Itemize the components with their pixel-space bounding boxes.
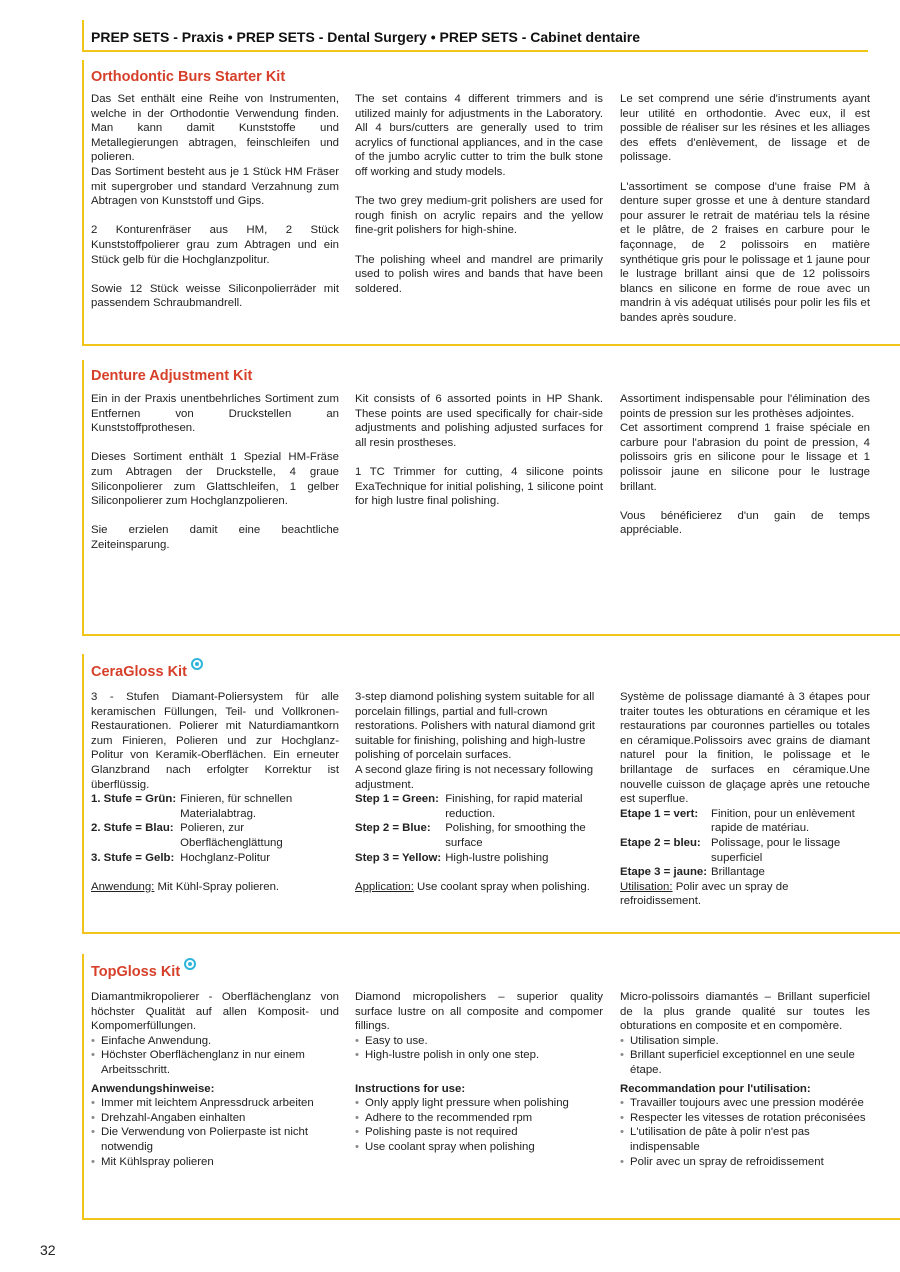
column-french (620, 690, 870, 909)
section-title-text: CeraGloss Kit (91, 664, 187, 680)
bullet-list (620, 1034, 870, 1078)
list-item: • Travailler toujours avec une pression modérée (620, 1096, 870, 1111)
bullet-list (355, 1096, 603, 1154)
paragraph: The two grey medium-grit polishers are used for rough finish on acrylic repairs and the yellow fine-grit polishers for high-shine. (355, 195, 603, 237)
list-item: • Einfache Anwendung. (91, 1034, 339, 1049)
section-title-text: TopGloss Kit (91, 964, 181, 980)
paragraph: 3 - Stufen Diamant-Poliersystem für alle keramischen Füllungen, Teil- und Vollkronen-Restaurationen. Polierer mit Naturdiamantkorn zum Finieren, Polieren und zur Hochglanz-Politur von Keramik-Oberflächen. Ein erneuter Glanzbrand nach erfolgter Korrektur ist überflüssig. (91, 691, 339, 791)
steps-table (91, 792, 339, 865)
list-item: • L'utilisation de pâte à polir n'est pas indispensable (620, 1125, 870, 1154)
bullet-list (620, 1096, 870, 1169)
paragraph: Diamond micropolishers – superior quality surface lustre on all composite and compomer fillings. (355, 991, 603, 1033)
paragraph: Kit consists of 6 assorted points in HP Shank. These points are used specifically for chair-side adjustments and polishing adjusted surfaces for all resin prostheses. (355, 393, 603, 449)
step-text: Polishing, for smoothing the surface (445, 822, 586, 849)
bullet-list (355, 1034, 603, 1063)
list-item: • Use coolant spray when polishing (355, 1140, 603, 1155)
column-german (91, 990, 339, 1169)
paragraph: Das Set enthält eine Reihe von Instrumenten, welche in der Orthodontie Verwendung finden. Man kann damit Kunststoffe und Metallegierungen abtragen, feinschleifen und polieren. (91, 93, 339, 164)
step-text: Brillantage (711, 866, 765, 879)
usage-label: Anwendung: (91, 880, 155, 893)
step-label: Step 1 = Green: (355, 793, 439, 806)
column-german (91, 392, 339, 553)
instructions-heading: Recommandation pour l'utilisation: (620, 1082, 811, 1095)
blue-badge-icon (184, 958, 196, 970)
list-item: • Die Verwendung von Polierpaste ist nicht notwendig (91, 1125, 339, 1154)
step-label: 3. Stufe = Gelb: (91, 851, 175, 864)
column-english (355, 392, 603, 509)
step-text: Finishing, for rapid material reduction. (445, 793, 583, 820)
section-ceragloss-kit (82, 654, 900, 934)
step-row (91, 792, 339, 821)
step-label: Step 3 = Yellow: (355, 851, 442, 864)
column-german (91, 92, 339, 311)
paragraph: 1 TC Trimmer for cutting, 4 silicone points ExaTechnique for initial polishing, 1 silicone point for high lustre final polishing. (355, 465, 603, 508)
list-item: • Polishing paste is not required (355, 1125, 603, 1140)
section-topgloss-kit (82, 954, 900, 1220)
list-item: • Adhere to the recommended rpm (355, 1111, 603, 1126)
list-item: • Respecter les vitesses de rotation préconisées (620, 1111, 870, 1126)
paragraph: Diamantmikropolierer - Oberflächenglanz von höchster Qualität auf allen Komposit- und Kompomerfüllungen. (91, 991, 339, 1033)
paragraph: Sowie 12 Stück weisse Siliconpolierräder mit passendem Schraubmandrell. (91, 282, 339, 310)
column-english (355, 990, 603, 1155)
paragraph: Ein in der Praxis unentbehrliches Sortiment zum Entfernen von Druckstellen an Kunststoffprothesen. (91, 393, 339, 435)
usage-text: Polir avec un spray de refroidissement. (620, 880, 789, 908)
column-french (620, 92, 870, 326)
step-row (620, 865, 870, 880)
column-english (355, 690, 603, 894)
bullet-list (91, 1096, 339, 1169)
usage-note (620, 880, 870, 909)
page-header-title: PREP SETS - Praxis • PREP SETS - Dental Surgery • PREP SETS - Cabinet dentaire (91, 29, 640, 45)
list-item: • Drehzahl-Angaben einhalten (91, 1111, 339, 1126)
paragraph: A second glaze firing is not necessary following adjustment. (355, 763, 594, 791)
usage-note (91, 880, 339, 895)
section-title (91, 664, 203, 680)
blue-badge-icon (191, 658, 203, 670)
step-text: High-lustre polishing (445, 851, 549, 864)
section-title-text: Orthodontic Burs Starter Kit (91, 69, 286, 85)
paragraph: Assortiment indispensable pour l'élimination des points de pression sur les prothèses adjointes. (620, 393, 870, 420)
usage-label: Utilisation: (620, 880, 673, 893)
step-label: Step 2 = Blue: (355, 822, 431, 835)
paragraph: Sie erzielen damit eine beachtliche Zeiteinsparung. (91, 524, 339, 551)
paragraph: 2 Konturenfräser aus HM, 2 Stück Kunststoffpolierer grau zum Abtragen und ein Stück gelb für die Hochglanzpolitur. (91, 224, 339, 266)
step-row (620, 836, 870, 865)
paragraph: 3-step diamond polishing system suitable for all porcelain fillings, partial and full-crown restorations. Polishers with natural diamond grit suitable for finishing, polishing and high-lustre polishing of porcelain surfaces. (355, 691, 595, 762)
list-item: • Easy to use. (355, 1034, 603, 1049)
step-text: Polissage, pour le lissage superficiel (711, 836, 841, 864)
paragraph: The polishing wheel and mandrel are primarily used to polish wires and bands that have been soldered. (355, 253, 603, 295)
step-row (620, 807, 870, 836)
paragraph: The set contains 4 different trimmers and is utilized mainly for adjustments in the Laboratory. All 4 burs/cutters are generally used to trim acrylics of functional appliances, and in the case of the jumbo acrylic cutter to trim the bulk stone off working and study models. (355, 93, 603, 178)
section-title (91, 964, 196, 980)
list-item: • High-lustre polish in only one step. (355, 1048, 603, 1063)
paragraph: Vous bénéficierez d'un gain de temps appréciable. (620, 509, 870, 537)
step-text: Finieren, für schnellen Materialabtrag. (180, 793, 293, 820)
section-title-text: Denture Adjustment Kit (91, 368, 253, 384)
paragraph: Système de polissage diamanté à 3 étapes pour traiter toutes les obturations en céramique et les restaurations par couronnes partielles ou totales en céramique.Polissoirs avec grains de diamant naturel pour la finition, le polissage et le brillantage de surfaces en céramique.Une nouvelle cuisson de glaçage après une retouche est superflue. (620, 691, 870, 806)
list-item: • Immer mit leichtem Anpressdruck arbeiten (91, 1096, 339, 1111)
step-label: Etape 3 = jaune: (620, 866, 708, 879)
usage-label: Application: (355, 880, 414, 893)
column-french (620, 392, 870, 538)
steps-table (355, 792, 603, 865)
step-row (355, 792, 603, 821)
paragraph: Le set comprend une série d'instruments ayant leur utilité en orthodontie. Avec eux, il est possible de réaliser sur les résines et les alliages des effets d'enlèvement, de lissage et de polissage. (620, 93, 870, 164)
paragraph: L'assortiment se compose d'une fraise PM à denture super grosse et une à denture standard pour assurer le retrait de matériau tels la résine et le plâtre, de 2 fraises en carbure pour le façonnage, de 2 polissoirs en matière synthétique gris pour le polissage et 1 jaune pour le lustrage brillant ainsi que de 12 polissoirs blancs en silicone en forme de roue avec un mandrin à vis adéquat utilisés pour polir les fils et bandes après soudure. (620, 180, 870, 324)
step-label: 1. Stufe = Grün: (91, 793, 177, 806)
list-item: • Only apply light pressure when polishing (355, 1096, 603, 1111)
usage-note (355, 880, 603, 895)
step-text: Finition, pour un enlèvement rapide de matériau. (711, 807, 855, 835)
section-denture-adjustment-kit (82, 360, 900, 636)
list-item: • Höchster Oberflächenglanz in nur einem Arbeitsschritt. (91, 1048, 339, 1077)
column-english (355, 92, 603, 296)
list-item: • Utilisation simple. (620, 1034, 870, 1049)
step-text: Hochglanz-Politur (180, 851, 271, 864)
section-orthodontic-kit (82, 60, 900, 346)
paragraph: Micro-polissoirs diamantés – Brillant superficiel de la plus grande qualité sur toutes les obturations en composite et en compomère. (620, 991, 870, 1033)
list-item: • Brillant superficiel exceptionnel en une seule étape. (620, 1048, 870, 1077)
list-item: • Mit Kühlspray polieren (91, 1155, 339, 1170)
page-number: 32 (40, 1242, 56, 1258)
list-item: • Polir avec un spray de refroidissement (620, 1155, 870, 1170)
step-row (91, 821, 339, 850)
usage-text: Mit Kühl-Spray polieren. (154, 880, 280, 893)
steps-table (620, 807, 870, 880)
section-title (91, 69, 285, 85)
step-label: Etape 1 = vert: (620, 807, 699, 820)
instructions-heading: Instructions for use: (355, 1082, 466, 1095)
section-title (91, 368, 252, 384)
page-header (82, 20, 868, 52)
bullet-list (91, 1034, 339, 1078)
instructions-heading: Anwendungshinweise: (91, 1082, 215, 1095)
step-text: Polieren, zur Oberflächenglättung (180, 822, 283, 849)
step-row (355, 851, 603, 866)
step-label: 2. Stufe = Blau: (91, 822, 174, 835)
paragraph: Cet assortiment comprend 1 fraise spéciale en carbure pour l'abrasion du point de pression, 4 polissoirs gris en silicone pour le lissage et 1 polissoir jaune en silicone pour le lustrage brillant. (620, 422, 870, 493)
column-french (620, 990, 870, 1169)
column-german (91, 690, 339, 894)
paragraph: Das Sortiment besteht aus je 1 Stück HM Fräser mit supergrober und standard Verzahnung zum Abtragen von Kunststoff und Gips. (91, 165, 339, 208)
paragraph: Dieses Sortiment enthält 1 Spezial HM-Fräse zum Abtragen der Druckstelle, 4 graue Siliconpolierer zum Glattschleifen, 1 gelber Siliconpolierer zum Hochglanzpolieren. (91, 451, 339, 508)
step-row (91, 851, 339, 866)
step-label: Etape 2 = bleu: (620, 836, 701, 849)
step-row (355, 821, 603, 850)
usage-text: Use coolant spray when polishing. (413, 880, 590, 893)
